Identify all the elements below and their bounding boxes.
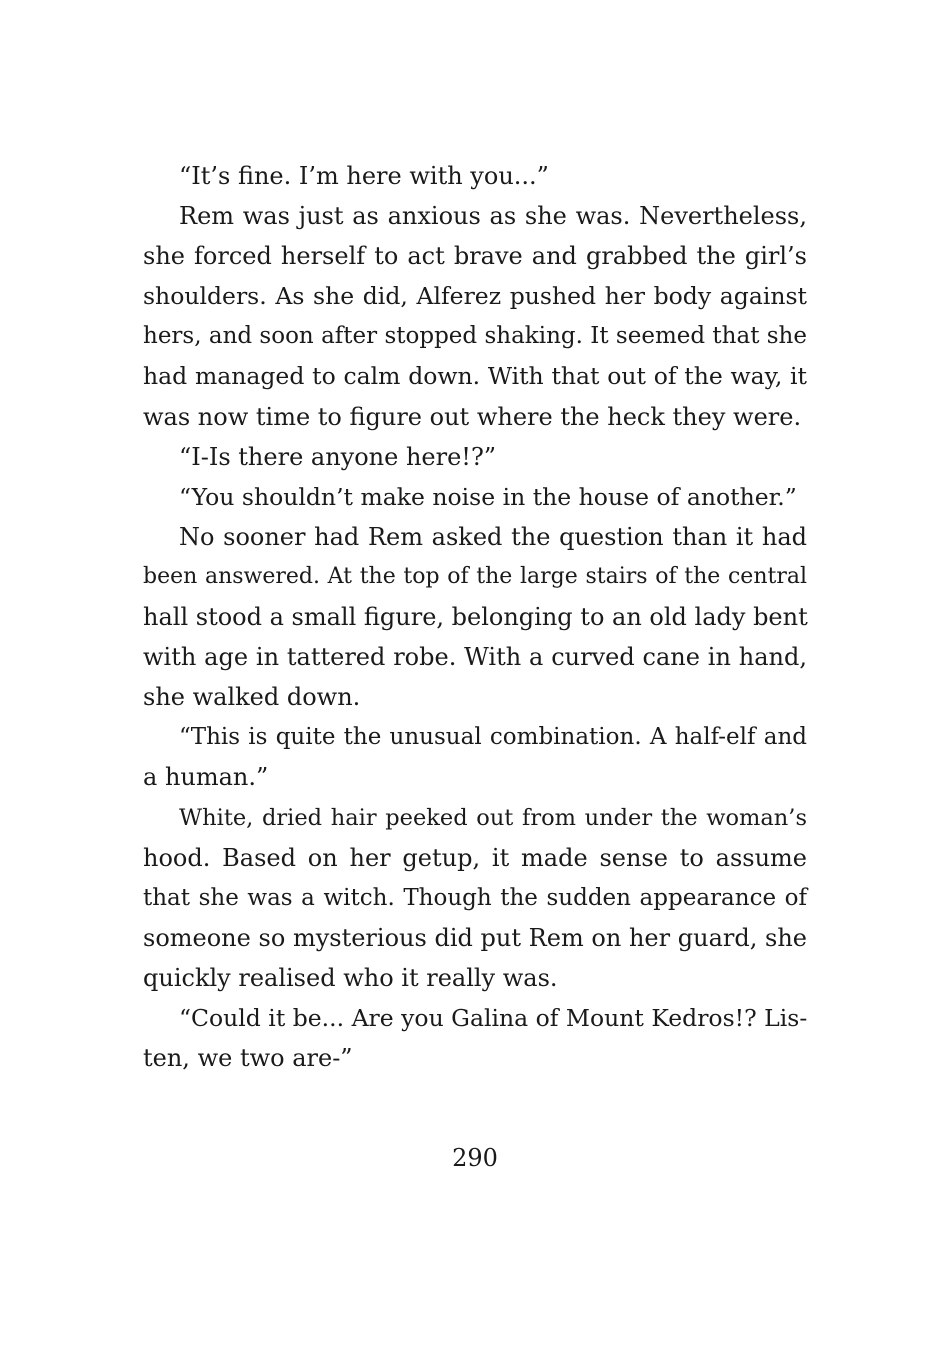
text-line: hood. Based on her getup, it made sense to assume bbox=[143, 843, 807, 872]
text-line: hers, and soon after stopped shaking. It seemed that she bbox=[143, 323, 807, 350]
text-line: “I-Is there anyone here!?” bbox=[179, 442, 497, 471]
page-number: 290 bbox=[452, 1144, 498, 1172]
body-text bbox=[143, 156, 807, 1078]
text-line: quickly realised who it really was. bbox=[143, 963, 558, 992]
text-line: a human.” bbox=[143, 763, 269, 792]
text-line: was now time to figure out where the heck they were. bbox=[143, 402, 802, 431]
text-line: White, dried hair peeked out from under the woman’s bbox=[179, 804, 807, 831]
text-line: that she was a witch. Though the sudden appearance of bbox=[143, 884, 807, 911]
text-line: shoulders. As she did, Alferez pushed her body against bbox=[143, 282, 807, 311]
text-line: been answered. At the top of the large stairs of the central bbox=[143, 563, 807, 589]
text-line: she forced herself to act brave and grabbed the girl’s bbox=[143, 242, 807, 271]
text-line: hall stood a small figure, belonging to an old lady bent bbox=[143, 603, 808, 632]
text-line: “This is quite the unusual combination. A half-elf and bbox=[179, 724, 807, 751]
text-line: had managed to calm down. With that out of the way, it bbox=[143, 362, 807, 391]
text-line: someone so mysterious did put Rem on her guard, she bbox=[143, 923, 807, 952]
text-line: Rem was just as anxious as she was. Nevertheless, bbox=[179, 202, 807, 231]
text-line: with age in tattered robe. With a curved cane in hand, bbox=[143, 643, 807, 672]
text-line: “It’s fine. I’m here with you...” bbox=[179, 162, 549, 190]
text-line: “You shouldn’t make noise in the house of another.” bbox=[179, 482, 797, 511]
text-line: she walked down. bbox=[143, 683, 361, 712]
text-line: No sooner had Rem asked the question than it had bbox=[179, 522, 807, 551]
text-line: “Could it be... Are you Galina of Mount Kedros!? Lis- bbox=[179, 1003, 808, 1032]
text-line: ten, we two are-” bbox=[143, 1044, 353, 1073]
